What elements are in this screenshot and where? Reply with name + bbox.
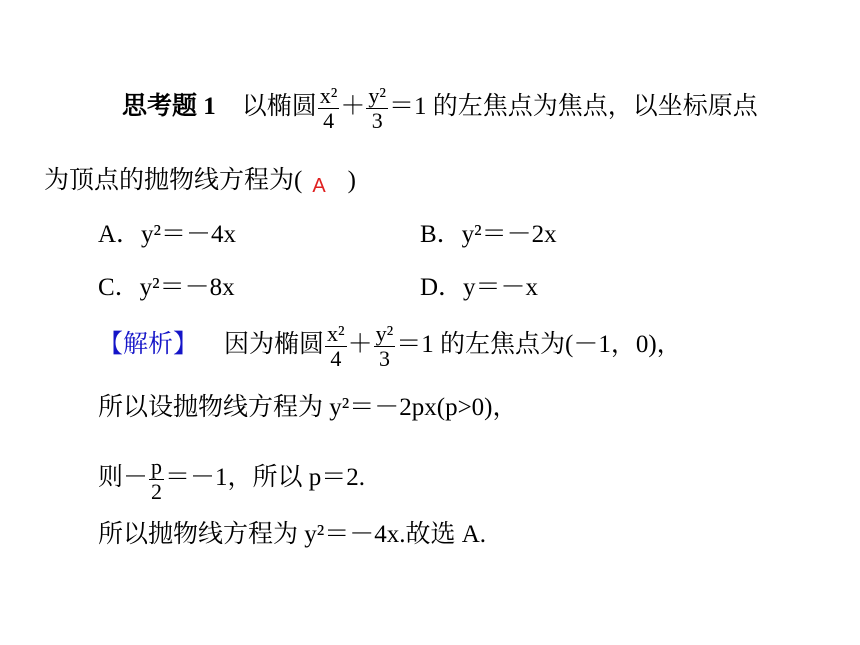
solution-plus-sign: ＋ <box>347 331 373 359</box>
answer-mark: A <box>312 175 326 197</box>
solution-intro: 因为椭圆 <box>224 331 325 359</box>
close-paren: ) <box>347 167 356 194</box>
question-line-1 <box>122 84 758 133</box>
solution-suffix: ＝1 的左焦点为(－1，0)， <box>396 331 682 359</box>
step3-suffix: ＝－1，所以 p＝2. <box>165 464 366 492</box>
fraction-p-over-2: $\frac{p}{2}$ <box>151 454 163 504</box>
fraction-y2-over-3: $\frac{\text{y²}}{3}$ <box>368 83 387 133</box>
solution-step-3 <box>98 455 365 504</box>
solution-fraction-y2-over-3: $\frac{\text{y²}}{3}$ <box>375 321 394 371</box>
solution-line-1 <box>98 322 682 371</box>
step3-prefix: 则－ <box>98 464 149 492</box>
option-a: A．y²＝－4x <box>98 221 237 248</box>
option-d: D．y＝－x <box>420 274 539 301</box>
solution-tag: 【解析】 <box>98 331 199 359</box>
question-suffix: ＝1 的左焦点为焦点，以坐标原点 <box>389 93 758 121</box>
fraction-x2-over-4: $\frac{\text{x²}}{4}$ <box>319 83 338 133</box>
plus-sign: ＋ <box>340 93 366 121</box>
question-line-2 <box>44 166 356 201</box>
solution-fraction-x2-over-4: $\frac{\text{x²}}{4}$ <box>327 321 345 371</box>
question-prefix: 以椭圆 <box>241 93 317 121</box>
solution-step-4: 所以抛物线方程为 y²＝－4x.故选 A. <box>98 521 487 548</box>
question-line-2-text: 为顶点的抛物线方程为( <box>44 167 303 194</box>
question-label: 思考题 1 <box>122 93 216 121</box>
option-b: B．y²＝－2x <box>420 221 557 248</box>
solution-step-2: 所以设抛物线方程为 y²＝－2px(p>0)， <box>98 394 518 421</box>
option-c: C．y²＝－8x <box>98 274 235 301</box>
